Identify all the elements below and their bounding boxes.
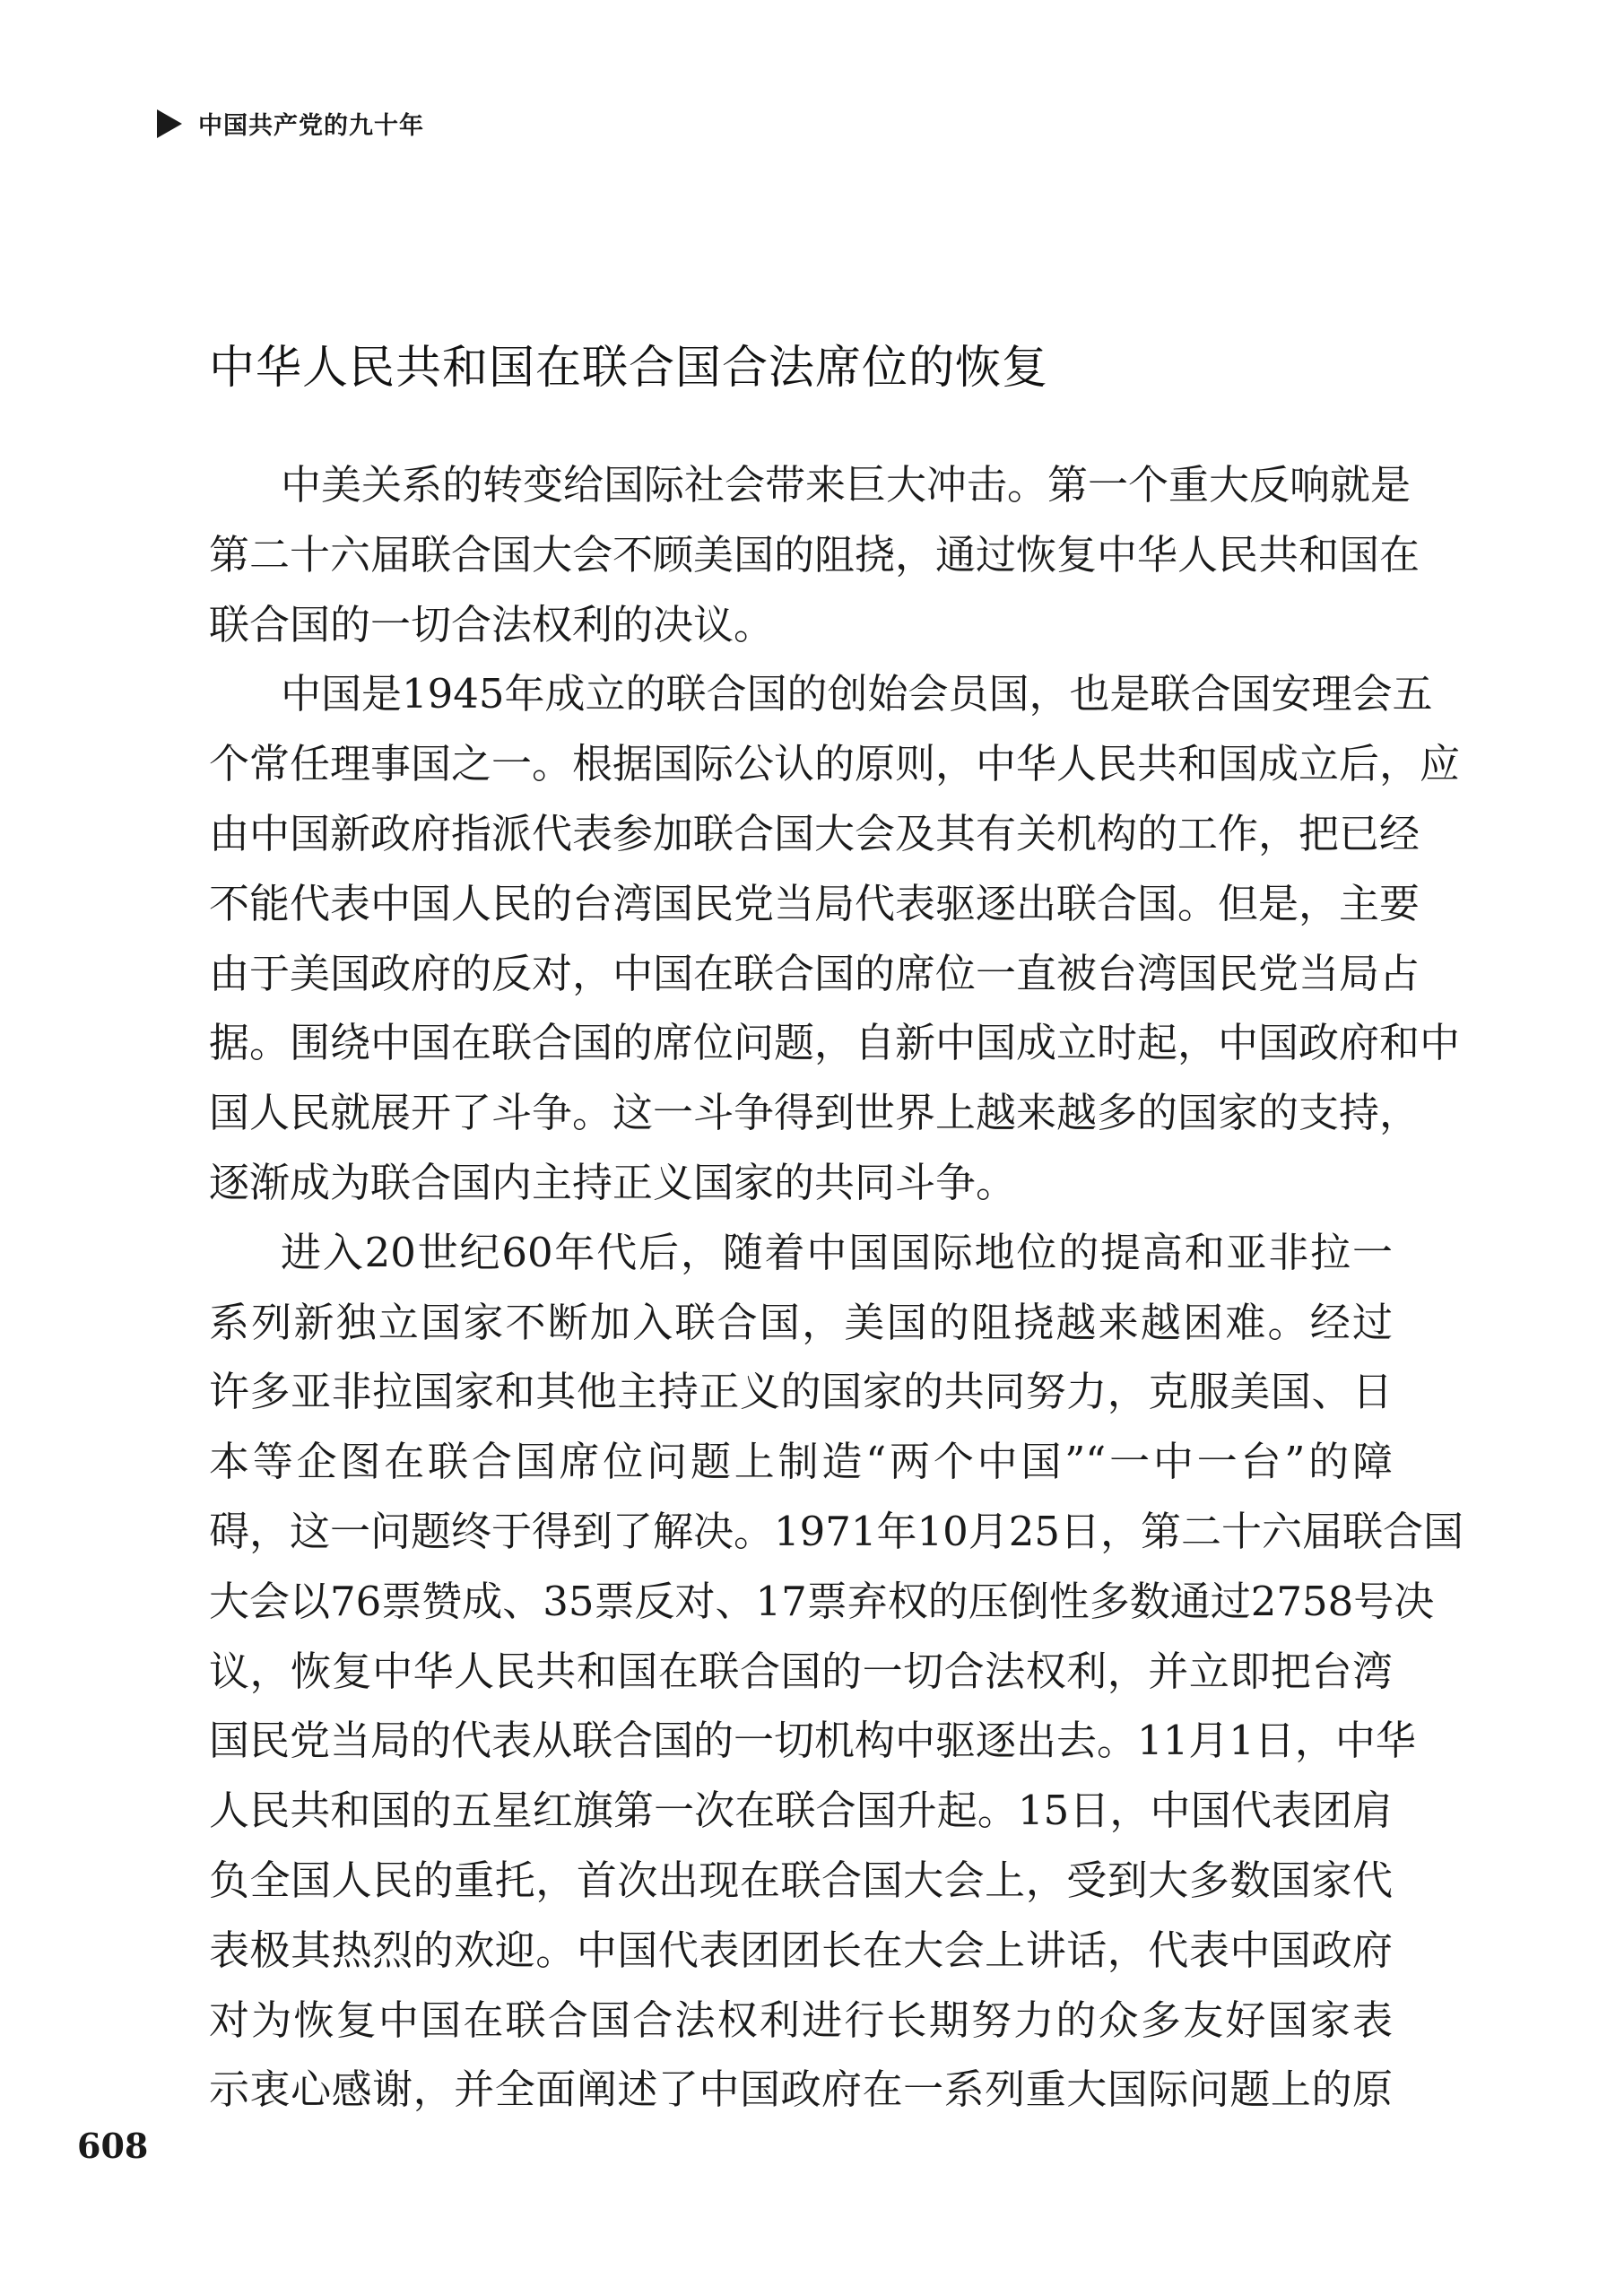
paragraph-2-line-8: 逐渐成为联合国内主持正义国家的共同斗争。 [209,1158,1017,1206]
paragraph-3-line-13: 示衷心感谢，并全面阐述了中国政府在一系列重大国际问题上的原 [209,2066,1393,2114]
paragraph-2-line-5: 由于美国政府的反对，中国在联合国的席位一直被台湾国民党当局占 [209,949,1420,997]
paragraph-3-line-7: 议，恢复中华人民共和国在联合国的一切合法权利，并立即把台湾 [209,1647,1393,1695]
page-number: 608 [77,2126,149,2166]
paragraph-3-line-8: 国民党当局的代表从联合国的一切机构中驱逐出去。11月1日，中华 [209,1717,1416,1765]
paragraph-3-line-6: 大会以76票赞成、35票反对、17票弃权的压倒性多数通过2758号决 [209,1577,1435,1625]
running-header [157,106,424,141]
paragraph-3-line-11: 表极其热烈的欢迎。中国代表团团长在大会上讲话，代表中国政府 [209,1926,1393,1974]
paragraph-2-line-2: 个常任理事国之一。根据国际公认的原则，中华人民共和国成立后，应 [209,740,1461,788]
paragraph-3-line-5: 碍，这一问题终于得到了解决。1971年10月25日，第二十六届联合国 [209,1507,1464,1555]
triangle-right-icon [157,109,182,138]
body-text [209,450,1464,2125]
paragraph-3-line-4: 本等企图在联合国席位问题上制造“两个中国”“一中一台”的障 [209,1438,1393,1486]
paragraph-2-line-1: 中国是1945年成立的联合国的创始会员国，也是联合国安理会五 [281,670,1433,718]
running-header-title: 中国共产党的九十年 [198,112,424,140]
paragraph-3-line-10: 负全国人民的重托，首次出现在联合国大会上，受到大多数国家代 [209,1856,1393,1904]
paragraph-3-line-3: 许多亚非拉国家和其他主持正义的国家的共同努力，克服美国、日 [209,1368,1393,1416]
paragraph-2-line-7: 国人民就展开了斗争。这一斗争得到世界上越来越多的国家的支持， [209,1089,1420,1137]
paragraph-1-line-1: 中美关系的转变给国际社会带来巨大冲击。第一个重大反响就是 [281,461,1412,509]
section-title: 中华人民共和国在联合国合法席位的恢复 [209,342,1049,395]
paragraph-1-line-2: 第二十六届联合国大会不顾美国的阻挠，通过恢复中华人民共和国在 [209,530,1420,578]
paragraph-3-line-9: 人民共和国的五星红旗第一次在联合国升起。15日，中国代表团肩 [209,1787,1393,1835]
paragraph-2-line-4: 不能代表中国人民的台湾国民党当局代表驱逐出联合国。但是，主要 [209,879,1420,927]
paragraph-3-line-2: 系列新独立国家不断加入联合国，美国的阻挠越来越困难。经过 [209,1298,1393,1346]
paragraph-3-line-1: 进入20世纪60年代后，随着中国国际地位的提高和亚非拉一 [281,1228,1393,1276]
paragraph-1-line-3: 联合国的一切合法权利的决议。 [209,600,775,648]
paragraph-3-line-12: 对为恢复中国在联合国合法权利进行长期努力的众多友好国家表 [209,1996,1393,2044]
paragraph-2-line-3: 由中国新政府指派代表参加联合国大会及其有关机构的工作，把已经 [209,809,1420,857]
paragraph-2-line-6: 据。围绕中国在联合国的席位问题，自新中国成立时起，中国政府和中 [209,1019,1461,1067]
